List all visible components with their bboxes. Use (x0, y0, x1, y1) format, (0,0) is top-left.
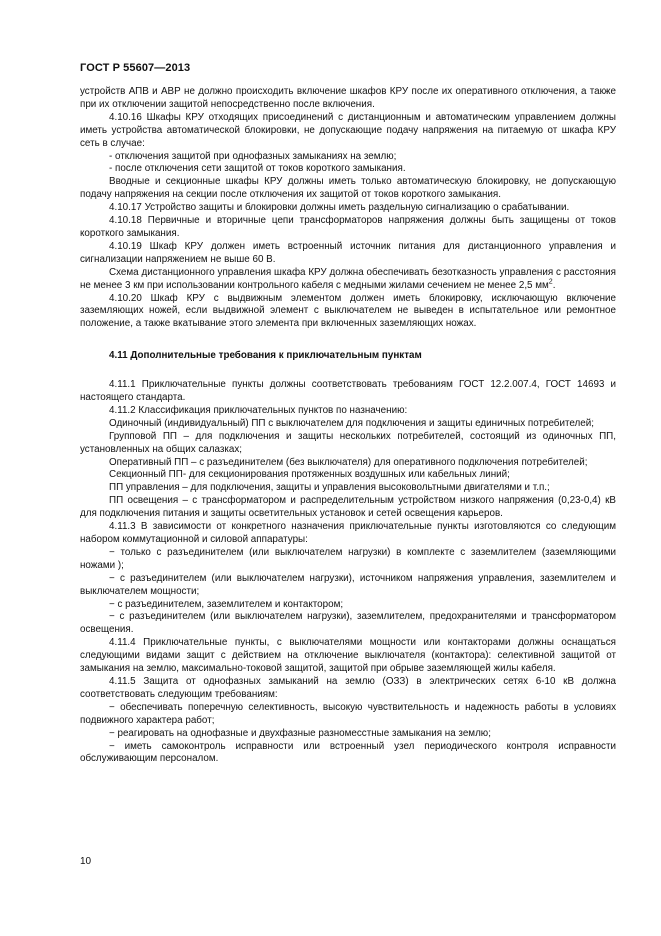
section-title: 4.11 Дополнительные требования к приключательным пунктам (109, 350, 422, 362)
section-4-10-continued (80, 86, 616, 331)
paragraph (80, 241, 616, 267)
paragraph (80, 176, 616, 202)
paragraph-text: 4.11.5 Защита от однофазных замыканий на землю (ОЗЗ) в электрических сетях 6-10 кВ должна соответствовать следующим требованиям: (80, 675, 616, 700)
paragraph-text: 4.10.20 Шкаф КРУ с выдвижным элементом должен иметь блокировку, исключающую включение заземляющих ножей, если выдвижной элемент с выключателем не выведен в испытательное или ремонтное положение, а также вкатывание этого элемента при включенных заземляющих ножах. (80, 292, 616, 330)
section-4-11 (80, 379, 616, 766)
paragraph-text: − обеспечивать поперечную селективность, высокую чувствительность и надежность работы в условиях подвижного характера работ; (80, 701, 616, 726)
paragraph-text: - отключения защитой при однофазных замыканиях на землю; (109, 150, 397, 162)
paragraph (80, 379, 616, 405)
document-body (80, 86, 616, 766)
paragraph-text: - после отключения сети защитой от токов короткого замыкания. (109, 163, 406, 175)
paragraph-text: Вводные и секционные шкафы КРУ должны иметь только автоматическую блокировку, не допускающую подачу напряжения на секции после отключения их защитой от токов короткого замыкания. (80, 176, 616, 201)
paragraph (80, 418, 616, 431)
paragraph (80, 521, 616, 547)
paragraph (80, 267, 616, 293)
paragraph (80, 457, 616, 470)
paragraph-text: 4.11.1 Приключательные пункты должны соответствовать требованиям ГОСТ 12.2.007.4, ГОСТ 14693 и настоящего стандарта. (80, 379, 616, 404)
paragraph-text: 4.11.2 Классификация приключательных пунктов по назначению: (109, 404, 408, 416)
paragraph (80, 495, 616, 521)
paragraph (80, 151, 616, 164)
paragraph-text: 4.11.4 Приключательные пункты, с выключателями мощности или контакторами должны оснащаться следующими видами защит с действием на отключение выключателя (контактора): селективной защитой от замыкания на землю, максимально-токовой защитой, защитой при обрыве заземляющей жилы кабеля. (80, 637, 616, 675)
paragraph-tail: . (552, 279, 556, 291)
paragraph (80, 202, 616, 215)
paragraph-text: ПП управления – для подключения, защиты и управления высоковольтными двигателями и т.п.; (109, 482, 550, 494)
paragraph (80, 547, 616, 573)
paragraph (80, 741, 616, 767)
paragraph-text: − иметь самоконтроль исправности или встроенный узел периодического контроля исправности обслуживающим персоналом. (80, 740, 616, 765)
paragraph-text: 4.10.18 Первичные и вторичные цепи трансформаторов напряжения должны быть защищены от токов короткого замыкания. (80, 215, 616, 239)
paragraph-text: Секционный ПП- для секционирования протяженных воздушных или кабельных линий; (109, 469, 510, 481)
paragraph (80, 702, 616, 728)
paragraph-text: Одиночный (индивидуальный) ПП с выключателем для подключения и защиты единичных потребителей; (109, 417, 594, 429)
paragraph (80, 293, 616, 332)
paragraph-text: 4.10.19 Шкаф КРУ должен иметь встроенный источник питания для дистанционного управления и сигнализации напряжением не выше 60 В. (80, 240, 616, 265)
paragraph (80, 112, 616, 151)
paragraph (80, 728, 616, 741)
paragraph-text: − реагировать на однофазные и двухфазные разномесстные замыкания на землю; (109, 727, 491, 739)
paragraph (80, 482, 616, 495)
paragraph-text: Схема дистанционного управления шкафа КРУ должна обеспечивать безотказность управления с расстояния не менее 3 км при использовании контрольного кабеля с медными жилами сечением не менее 2,5 мм (80, 266, 616, 291)
paragraph (80, 599, 616, 612)
paragraph-text: ПП освещения – с трансформатором и распределительным устройством низкого напряжения (0,23-0,4) кВ для подключения питания и защиты осветительных установок и сетей освещения карьеров. (80, 495, 616, 520)
paragraph (80, 86, 616, 112)
superscript: 2 (548, 278, 553, 286)
paragraph (80, 573, 616, 599)
paragraph (80, 676, 616, 702)
paragraph-text: − с разъединителем (или выключателем нагрузки), заземлителем, предохранителями и трансформатором освещения. (80, 611, 616, 636)
paragraph (80, 431, 616, 457)
paragraph-text: 4.11.3 В зависимости от конкретного назначения приключательные пункты изготовляются со следующим набором коммутационной и силовой аппаратуры: (80, 521, 616, 545)
paragraph (80, 163, 616, 176)
paragraph-text: Оперативный ПП – с разъединителем (без выключателя) для оперативного подключения потребителей; (109, 456, 588, 468)
paragraph-text: 4.10.17 Устройство защиты и блокировки должны иметь раздельную сигнализацию о срабатывании. (109, 202, 570, 214)
paragraph (80, 469, 616, 482)
paragraph (80, 405, 616, 418)
paragraph-text: − с разъединителем (или выключателем нагрузки), источником напряжения управления, заземлителем и выключателем мощности; (80, 572, 616, 597)
paragraph-text: 4.10.16 Шкафы КРУ отходящих присоединений с дистанционным и автоматическим управлением должны иметь устройства автоматической блокировки, не допускающие подачу напряжения на питаемую от шкафа КРУ сеть в случае: (80, 111, 616, 149)
page-number: 10 (80, 856, 92, 867)
paragraph-text: − с разъединителем, заземлителем и контактором; (109, 598, 344, 610)
paragraph (80, 611, 616, 637)
document-header: ГОСТ Р 55607—2013 (80, 62, 191, 74)
paragraph-text: устройств АПВ и АВР не должно происходить включение шкафов КРУ после их оперативного отключения, а также при их отключении защитой непосредственно после включения. (80, 86, 616, 110)
paragraph-text: Групповой ПП – для подключения и защиты нескольких потребителей, состоящий из одиночных ПП, установленных на общих салазках; (80, 430, 616, 455)
paragraph-text: − только с разъединителем (или выключателем нагрузки) в комплекте с заземлителем (заземляющими ножами ); (80, 546, 616, 571)
paragraph (80, 215, 616, 241)
paragraph (80, 637, 616, 676)
